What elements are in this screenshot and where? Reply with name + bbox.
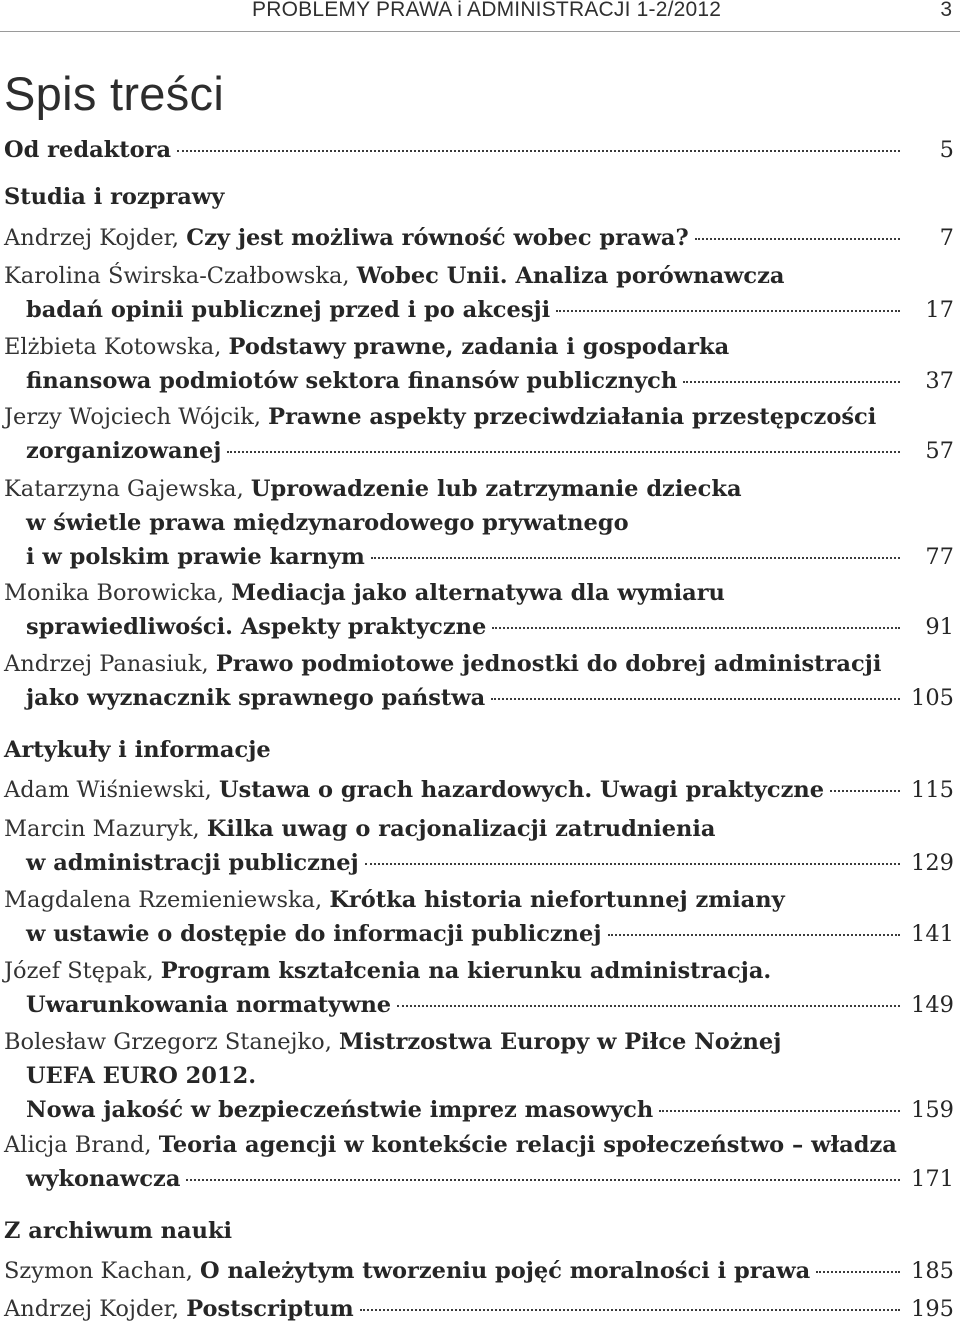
entry-author: Bolesław Grzegorz Stanejko, — [4, 1029, 340, 1055]
entry-title: Uprowadzenie lub zatrzymanie dziecka — [250, 476, 742, 502]
section-heading: Studia i rozprawy — [4, 184, 225, 210]
entry-author: Andrzej Kojder, — [4, 225, 187, 251]
entry-text — [4, 222, 689, 254]
toc-entry-line — [4, 577, 725, 609]
toc-entry-line — [4, 1129, 897, 1161]
entry-title: wykonawcza — [26, 1166, 181, 1192]
entry-text — [26, 918, 602, 950]
entry-title: Prawne aspekty przeciwdziałania przestępczości — [268, 404, 877, 430]
entry-author: Karolina Świrska-Czałbowska, — [4, 263, 357, 289]
entry-author: Andrzej Kojder, — [4, 1296, 187, 1322]
entry-title: Uwarunkowania normatywne — [26, 992, 392, 1018]
page-ref: 17 — [925, 297, 954, 323]
toc-entry-line — [26, 989, 954, 1021]
dot-leader — [227, 451, 900, 453]
dot-leader — [492, 627, 900, 629]
page-ref: 129 — [911, 850, 954, 876]
entry-text — [26, 541, 365, 573]
dot-leader — [371, 557, 900, 559]
entry-text — [26, 682, 485, 714]
section-heading: Z archiwum nauki — [4, 1218, 233, 1244]
entry-author: Szymon Kachan, — [4, 1258, 201, 1284]
toc-entry-line — [4, 884, 785, 916]
toc-entry-line — [4, 648, 881, 680]
entry-title: finansowa podmiotów sektora finansów publicznych — [26, 368, 678, 394]
page-ref: 57 — [925, 438, 954, 464]
toc-entry-line — [26, 1094, 954, 1126]
page-ref: 171 — [911, 1166, 954, 1192]
toc-entry-line — [4, 955, 771, 987]
entry-author: Elżbieta Kotowska, — [4, 334, 229, 360]
page-number: 3 — [940, 0, 952, 21]
entry-text — [26, 435, 221, 467]
page-ref: 7 — [939, 225, 954, 251]
page-ref: 77 — [925, 544, 954, 570]
entry-title: UEFA EURO 2012. — [26, 1063, 257, 1089]
journal-title: PROBLEMY PRAWA i ADMINISTRACJI 1-2/2012 — [252, 0, 722, 21]
toc-entry-line — [26, 541, 954, 573]
entry-text — [26, 611, 486, 643]
page-ref: 91 — [925, 614, 954, 640]
entry-author: Jerzy Wojciech Wójcik, — [4, 404, 269, 430]
toc-entry-line — [4, 222, 954, 254]
toc-entry-line — [26, 847, 954, 879]
entry-author: Katarzyna Gajewska, — [4, 476, 251, 502]
toc-entry-line — [26, 682, 954, 714]
entry-author: Andrzej Panasiuk, — [4, 651, 216, 677]
section-heading: Od redaktora — [4, 137, 172, 163]
page-ref: 5 — [939, 137, 954, 163]
entry-title: Krótka historia niefortunnej zmiany — [329, 887, 785, 913]
dot-leader — [556, 310, 900, 312]
entry-title: sprawiedliwości. Aspekty praktyczne — [26, 614, 487, 640]
toc-entry-line — [4, 1293, 954, 1325]
toc-entry-line — [4, 1255, 954, 1287]
entry-title: Nowa jakość w bezpieczeństwie imprez masowych — [26, 1097, 654, 1123]
toc-entry-line — [26, 507, 629, 539]
toc-entry-line — [26, 365, 954, 397]
entry-text — [26, 847, 359, 879]
toc-entry-line — [26, 611, 954, 643]
entry-title: Postscriptum — [186, 1296, 354, 1322]
entry-author: Adam Wiśniewski, — [4, 777, 219, 803]
dot-leader — [608, 934, 901, 936]
entry-title: w administracji publicznej — [26, 850, 359, 876]
entry-title: w świetle prawa międzynarodowego prywatnego — [26, 510, 629, 536]
entry-author: Magdalena Rzemieniewska, — [4, 887, 330, 913]
toc-entry-line — [26, 918, 954, 950]
entry-text — [4, 774, 824, 806]
entry-title: Wobec Unii. Analiza porównawcza — [356, 263, 785, 289]
dot-leader — [695, 238, 900, 240]
section-heading: Artykuły i informacje — [4, 737, 271, 763]
toc-entry-line — [4, 260, 784, 292]
entry-title: Mistrzostwa Europy w Piłce Nożnej — [339, 1029, 782, 1055]
dot-leader — [659, 1110, 900, 1112]
toc-entry-line — [4, 401, 876, 433]
entry-author: Monika Borowicka, — [4, 580, 232, 606]
page-ref: 141 — [911, 921, 954, 947]
dot-leader — [816, 1271, 900, 1273]
page-ref: 195 — [911, 1296, 954, 1322]
entry-text — [4, 1293, 354, 1325]
dot-leader — [397, 1005, 900, 1007]
entry-text — [26, 294, 550, 326]
entry-text — [26, 1163, 180, 1195]
toc-entry-line — [4, 813, 716, 845]
entry-title: Program kształcenia na kierunku administracja. — [160, 958, 772, 984]
dot-leader — [683, 381, 900, 383]
toc-entry-line — [4, 331, 729, 363]
entry-text — [26, 365, 677, 397]
entry-title: Kilka uwag o racjonalizacji zatrudnienia — [206, 816, 716, 842]
entry-title: Teoria agencji w kontekście relacji społeczeństwo – władza — [158, 1132, 897, 1158]
page-ref: 149 — [911, 992, 954, 1018]
toc-title: Spis treści — [4, 67, 225, 120]
page-ref: 37 — [925, 368, 954, 394]
entry-title: zorganizowanej — [26, 438, 222, 464]
entry-title: Mediacja jako alternatywa dla wymiaru — [231, 580, 725, 606]
dot-leader — [177, 150, 900, 152]
page-ref: 115 — [911, 777, 954, 803]
entry-title: Podstawy prawne, zadania i gospodarka — [228, 334, 730, 360]
entry-title: Ustawa o grach hazardowych. Uwagi praktyczne — [218, 777, 825, 803]
page-ref: 105 — [911, 685, 954, 711]
entry-title: w ustawie o dostępie do informacji publicznej — [26, 921, 602, 947]
dot-leader — [491, 698, 900, 700]
toc-entry-line — [26, 294, 954, 326]
toc-entry-line — [26, 1163, 954, 1195]
toc-entry-line — [4, 774, 954, 806]
dot-leader — [186, 1179, 900, 1181]
page-ref: 159 — [911, 1097, 954, 1123]
entry-title: badań opinii publicznej przed i po akcesji — [26, 297, 551, 323]
entry-text — [26, 1094, 653, 1126]
entry-text — [26, 989, 391, 1021]
toc-entry-line — [26, 435, 954, 467]
entry-title: i w polskim prawie karnym — [26, 544, 365, 570]
dot-leader — [360, 1309, 900, 1311]
entry-title: jako wyznacznik sprawnego państwa — [26, 685, 486, 711]
toc-entry-line — [4, 473, 742, 505]
toc-entry-line — [26, 1060, 256, 1092]
toc-entry-line — [4, 1026, 781, 1058]
entry-title: O należytym tworzeniu pojęć moralności i prawa — [200, 1258, 811, 1284]
dot-leader — [365, 863, 900, 865]
entry-title: Czy jest możliwa równość wobec prawa? — [186, 225, 689, 251]
page-ref: 185 — [911, 1258, 954, 1284]
entry-author: Józef Stępak, — [4, 958, 161, 984]
toc-entry-editorial[interactable] — [4, 134, 954, 166]
entry-author: Alicja Brand, — [4, 1132, 159, 1158]
entry-title: Prawo podmiotowe jednostki do dobrej administracji — [215, 651, 882, 677]
entry-author: Marcin Mazuryk, — [4, 816, 207, 842]
dot-leader — [830, 790, 900, 792]
entry-text — [4, 1255, 810, 1287]
